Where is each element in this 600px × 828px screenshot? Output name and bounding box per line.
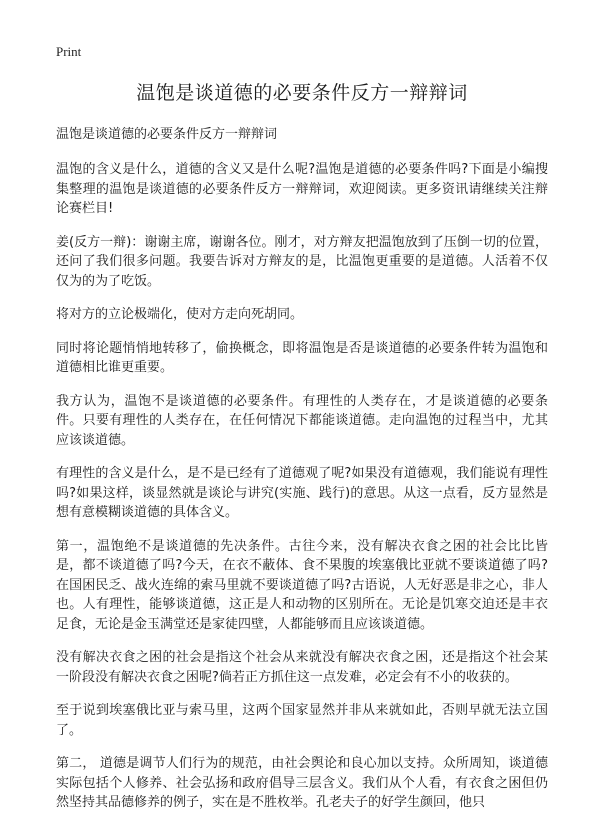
document-title: 温饱是谈道德的必要条件反方一辩辩词 xyxy=(136,82,468,104)
paragraph: 没有解决衣食之困的社会是指这个社会从来就没有解决衣食之困，还是指这个社会某一阶段没有解决衣食之困呢?倘若正方抓住这一点发难，必定会有不小的收获的。 xyxy=(56,650,548,685)
paragraph: 至于说到埃塞俄比亚与索马里，这两个国家显然并非从来就如此，否则早就无法立国了。 xyxy=(56,703,548,738)
document-subtitle: 温饱是谈道德的必要条件反方一辩辩词 xyxy=(56,127,278,142)
paragraph: 将对方的立论极端化，使对方走向死胡同。 xyxy=(56,307,304,322)
paragraph: 温饱的含义是什么，道德的含义又是什么呢?温饱是道德的必要条件吗?下面是小编搜集整理的温饱是谈道德的必要条件反方一辩辩词，欢迎阅读。更多资讯请继续关注辩论赛栏目! xyxy=(56,162,548,216)
article-body xyxy=(56,160,548,813)
paragraph: 姜(反方一辩)：谢谢主席，谢谢各位。刚才，对方辩友把温饱放到了压倒一切的位置，还问了我们很多问题。我要告诉对方辩友的是，比温饱更重要的是道德。人活着不仅仅为的为了吃饭。 xyxy=(56,234,548,289)
paragraph: 第一，温饱绝不是谈道德的先决条件。古往今来，没有解决衣食之困的社会比比皆是，都不谈道德了吗?今天，在衣不蔽体、食不果腹的埃塞俄比亚就不要谈道德了吗?在国困民乏、战火连绵的索马里就不要谈道德了吗?古语说，人无好恶是非之心，非人也。人有理性，能够谈道德，这正是人和动物的区别所在。无论是饥寒交迫还是丰衣足食，无论是金玉满堂还是家徒四壁，人都能够而且应该谈道德。 xyxy=(56,538,548,632)
paragraph: 第二， 道德是调节人们行为的规范，由社会舆论和良心加以支持。众所周知，谈道德实际包括个人修养、社会弘扬和政府倡导三层含义。我们从个人看，有衣食之困但仍然坚持其品德修养的例子，实在是不胜枚举。孔老夫子的好学生颜回，他只 xyxy=(56,756,548,810)
paragraph: 有理性的含义是什么，是不是已经有了道德观了呢?如果没有道德观，我们能说有理性吗?如果这样，谈显然就是谈论与讲究(实施、践行)的意思。从这一点看，反方显然是想有意模糊谈道德的具体含义。 xyxy=(56,466,548,520)
print-label: Print xyxy=(56,44,82,59)
paragraph: 我方认为，温饱不是谈道德的必要条件。有理性的人类存在，才是谈道德的必要条件。只要有理性的人类存在，在任何情况下都能谈道德。走向温饱的过程当中，尤其应该谈道德。 xyxy=(56,393,548,448)
paragraph: 同时将论题悄悄地转移了，偷换概念，即将温饱是否是谈道德的必要条件转为温饱和道德相比谁更重要。 xyxy=(56,340,548,375)
